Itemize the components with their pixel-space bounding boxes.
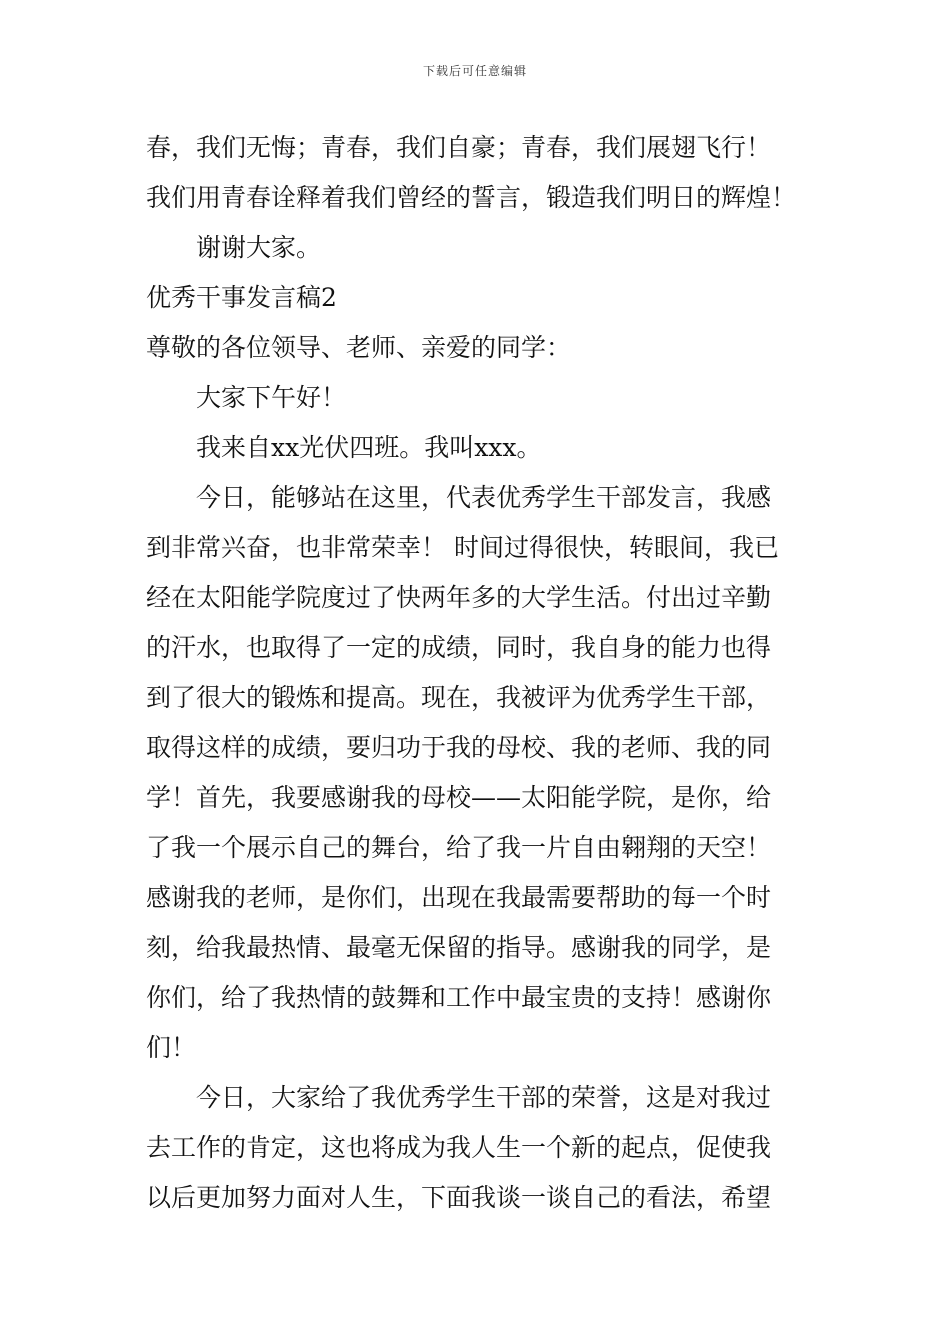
- greeting: 大家下午好！: [196, 383, 347, 412]
- paragraph-line: 以后更加努力面对人生，下面我谈一谈自己的看法，希望: [146, 1183, 772, 1212]
- paragraph-line: 去工作的肯定，这也将成为我人生一个新的起点，促使我: [146, 1133, 772, 1162]
- paragraph-line: 今日，能够站在这里，代表优秀学生干部发言，我感: [196, 483, 772, 512]
- paragraph-line: 感谢我的老师，是你们，出现在我最需要帮助的每一个时: [146, 883, 772, 912]
- document-body: [146, 123, 811, 1223]
- paragraph-line: 你们，给了我热情的鼓舞和工作中最宝贵的支持！感谢你: [146, 983, 772, 1012]
- text-line: 我们用青春诠释着我们曾经的誓言，锻造我们明日的辉煌！: [146, 183, 797, 212]
- paragraph-line: 经在太阳能学院度过了快两年多的大学生活。付出过辛勤: [146, 583, 772, 612]
- closing-line: 谢谢大家。: [196, 233, 322, 262]
- paragraph-line: 们！: [146, 1033, 197, 1062]
- salutation: 尊敬的各位领导、老师、亲爱的同学：: [146, 333, 572, 362]
- paragraph-line: 到了很大的锻炼和提高。现在，我被评为优秀学生干部，: [146, 683, 772, 712]
- introduction: 我来自xx光伏四班。我叫xxx。: [196, 433, 542, 462]
- paragraph-line: 刻，给我最热情、最毫无保留的指导。感谢我的同学，是: [146, 933, 772, 962]
- text-line: 春，我们无悔；青春，我们自豪；青春，我们展翅飞行！: [146, 133, 772, 162]
- paragraph-line: 取得这样的成绩，要归功于我的母校、我的老师、我的同: [146, 733, 772, 762]
- paragraph-line: 的汗水，也取得了一定的成绩，同时，我自身的能力也得: [146, 633, 772, 662]
- page-header: 下载后可任意编辑: [422, 64, 527, 78]
- paragraph-line: 学！首先，我要感谢我的母校——太阳能学院，是你，给: [146, 783, 772, 812]
- paragraph-line: 了我一个展示自己的舞台，给了我一片自由翱翔的天空！: [146, 833, 772, 862]
- paragraph-line: 今日，大家给了我优秀学生干部的荣誉，这是对我过: [196, 1083, 772, 1112]
- section-title: 优秀干事发言稿2: [146, 283, 337, 312]
- paragraph-line: 到非常兴奋，也非常荣幸！ 时间过得很快，转眼间，我已: [146, 533, 779, 562]
